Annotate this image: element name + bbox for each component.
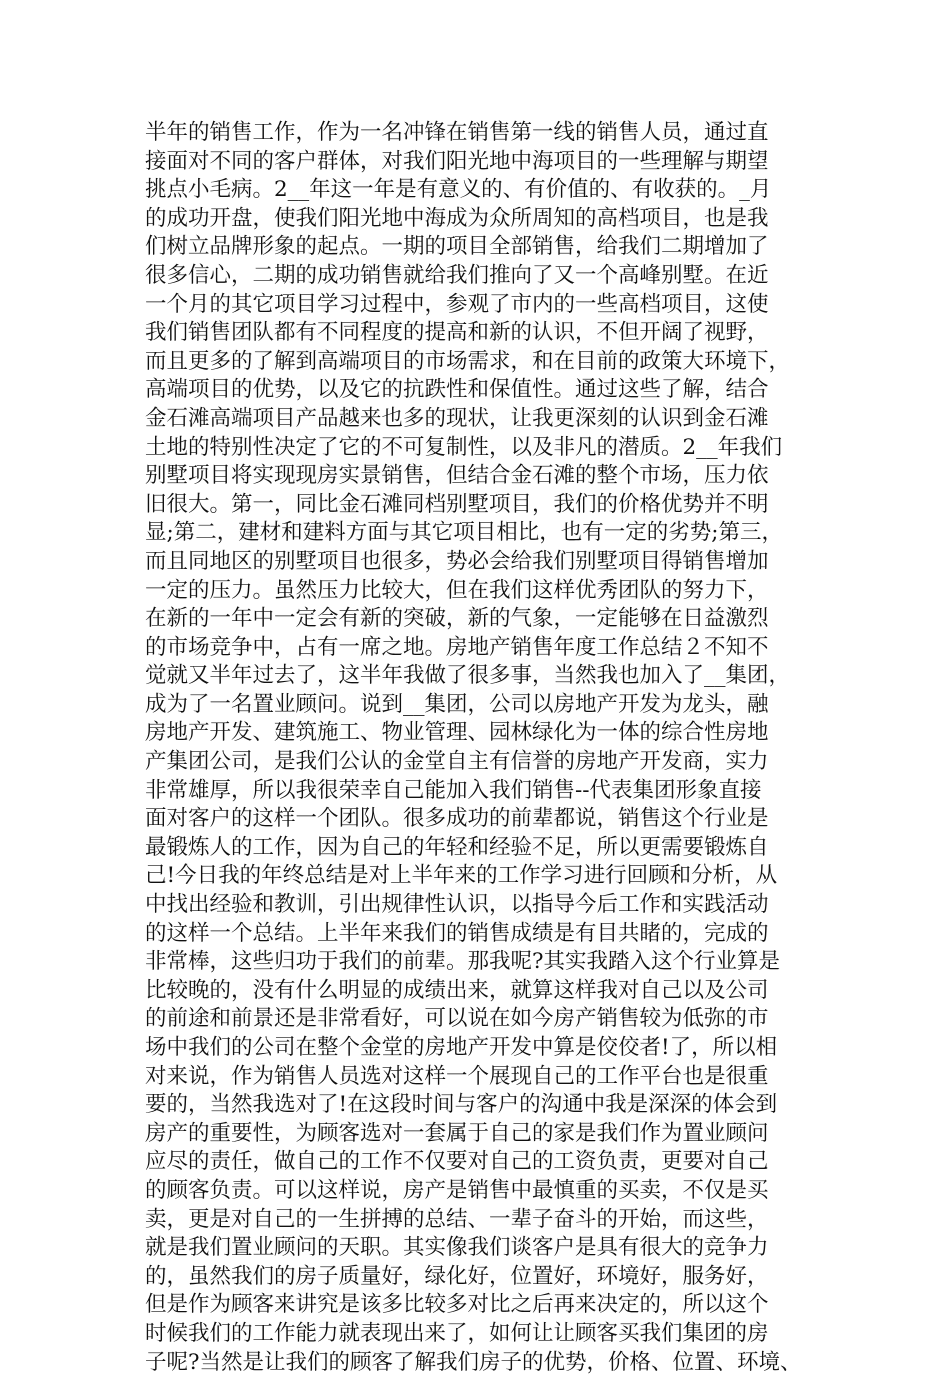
text-line: 就是我们置业顾问的天职。其实像我们谈客户是具有很大的竞争力 (145, 1235, 769, 1261)
text-line: 土地的特别性决定了它的不可复制性，以及非凡的潜质。2__年我们 (145, 434, 783, 460)
text-line: 一个月的其它项目学习过程中，参观了市内的一些高档项目，这使 (145, 291, 769, 317)
text-line: 别墅项目将实现现房实景销售，但结合金石滩的整个市场，压力依 (145, 463, 769, 489)
text-line: 的这样一个总结。上半年来我们的销售成绩是有目共睹的，完成的 (145, 920, 769, 946)
text-line: 很多信心，二期的成功销售就给我们推向了又一个高峰别墅。在近 (145, 262, 769, 288)
text-line: 在新的一年中一定会有新的突破，新的气象，一定能够在日益激烈 (145, 606, 769, 632)
text-line: 面对客户的这样一个团队。很多成功的前辈都说，销售这个行业是 (145, 806, 769, 832)
text-line: 的，虽然我们的房子质量好，绿化好，位置好，环境好，服务好， (145, 1263, 769, 1289)
text-line: 而且更多的了解到高端项目的市场需求，和在目前的政策大环境下， (145, 348, 791, 374)
text-line: 挑点小毛病。2__年这一年是有意义的、有价值的、有收获的。_月 (145, 177, 772, 203)
text-line: 金石滩高端项目产品越来也多的现状，让我更深刻的认识到金石滩 (145, 405, 769, 431)
text-line: 中找出经验和教训，引出规律性认识，以指导今后工作和实践活动 (145, 892, 769, 918)
text-line: 但是作为顾客来讲究是该多比较多对比之后再来决定的，所以这个 (145, 1292, 769, 1318)
text-line: 己!今日我的年终总结是对上半年来的工作学习进行回顾和分析，从 (145, 863, 778, 889)
text-line: 非常棒，这些归功于我们的前辈。那我呢?其实我踏入这个行业算是 (145, 949, 781, 975)
text-line: 一定的压力。虽然压力比较大，但在我们这样优秀团队的努力下， (145, 577, 769, 603)
text-line: 旧很大。第一，同比金石滩同档别墅项目，我们的价格优势并不明 (145, 491, 769, 517)
text-line: 产集团公司，是我们公认的金堂自主有信誉的房地产开发商，实力 (145, 749, 769, 775)
text-line: 觉就又半年过去了，这半年我做了很多事，当然我也加入了__集团， (145, 663, 791, 689)
text-line: 而且同地区的别墅项目也很多，势必会给我们别墅项目得销售增加 (145, 548, 769, 574)
text-line: 非常雄厚，所以我很荣幸自己能加入我们销售--代表集团形象直接 (145, 777, 762, 803)
text-line: 房产的重要性，为顾客选对一套属于自己的家是我们作为置业顾问 (145, 1120, 769, 1146)
text-line: 比较晚的，没有什么明显的成绩出来，就算这样我对自己以及公司 (145, 977, 769, 1003)
text-line: 应尽的责任，做自己的工作不仅要对自己的工资负责，更要对自己 (145, 1149, 769, 1175)
text-line: 卖，更是对自己的一生拼搏的总结、一辈子奋斗的开始，而这些， (145, 1206, 769, 1232)
text-line: 我们销售团队都有不同程度的提高和新的认识，不但开阔了视野， (145, 320, 769, 346)
text-line: 半年的销售工作，作为一名冲锋在销售第一线的销售人员，通过直 (145, 120, 769, 145)
text-line: 的成功开盘，使我们阳光地中海成为众所周知的高档项目，也是我 (145, 205, 769, 231)
text-line: 的顾客负责。可以这样说，房产是销售中最慎重的买卖，不仅是买 (145, 1177, 769, 1203)
text-line: 显;第二，建材和建料方面与其它项目相比，也有一定的劣势;第三， (145, 520, 783, 546)
text-line: 子呢?当然是让我们的顾客了解我们房子的优势，价格、位置、环境、 (145, 1349, 802, 1375)
text-line: 们树立品牌形象的起点。一期的项目全部销售，给我们二期增加了 (145, 234, 769, 260)
text-line: 的市场竞争中，占有一席之地。房地产销售年度工作总结２不知不 (145, 634, 769, 660)
text-line: 要的，当然我选对了!在这段时间与客户的沟通中我是深深的体会到 (145, 1092, 778, 1118)
text-line: 房地产开发、建筑施工、物业管理、园林绿化为一体的综合性房地 (145, 720, 769, 746)
text-line: 最锻炼人的工作，因为自己的年轻和经验不足，所以更需要锻炼自 (145, 834, 769, 860)
text-line: 高端项目的优势，以及它的抗跌性和保值性。通过这些了解，结合 (145, 377, 769, 403)
text-line: 场中我们的公司在整个金堂的房地产开发中算是佼佼者!了，所以相 (145, 1035, 778, 1060)
text-line: 的前途和前景还是非常看好，可以说在如今房产销售较为低弥的市 (145, 1006, 769, 1032)
text-line: 成为了一名置业顾问。说到__集团，公司以房地产开发为龙头，融 (145, 691, 769, 717)
body-text (145, 119, 835, 1377)
text-line: 时候我们的工作能力就表现出来了，如何让让顾客买我们集团的房 (145, 1320, 769, 1346)
text-line: 接面对不同的客户群体，对我们阳光地中海项目的一些理解与期望 (145, 148, 769, 174)
text-line: 对来说，作为销售人员选对这样一个展现自己的工作平台也是很重 (145, 1063, 769, 1089)
